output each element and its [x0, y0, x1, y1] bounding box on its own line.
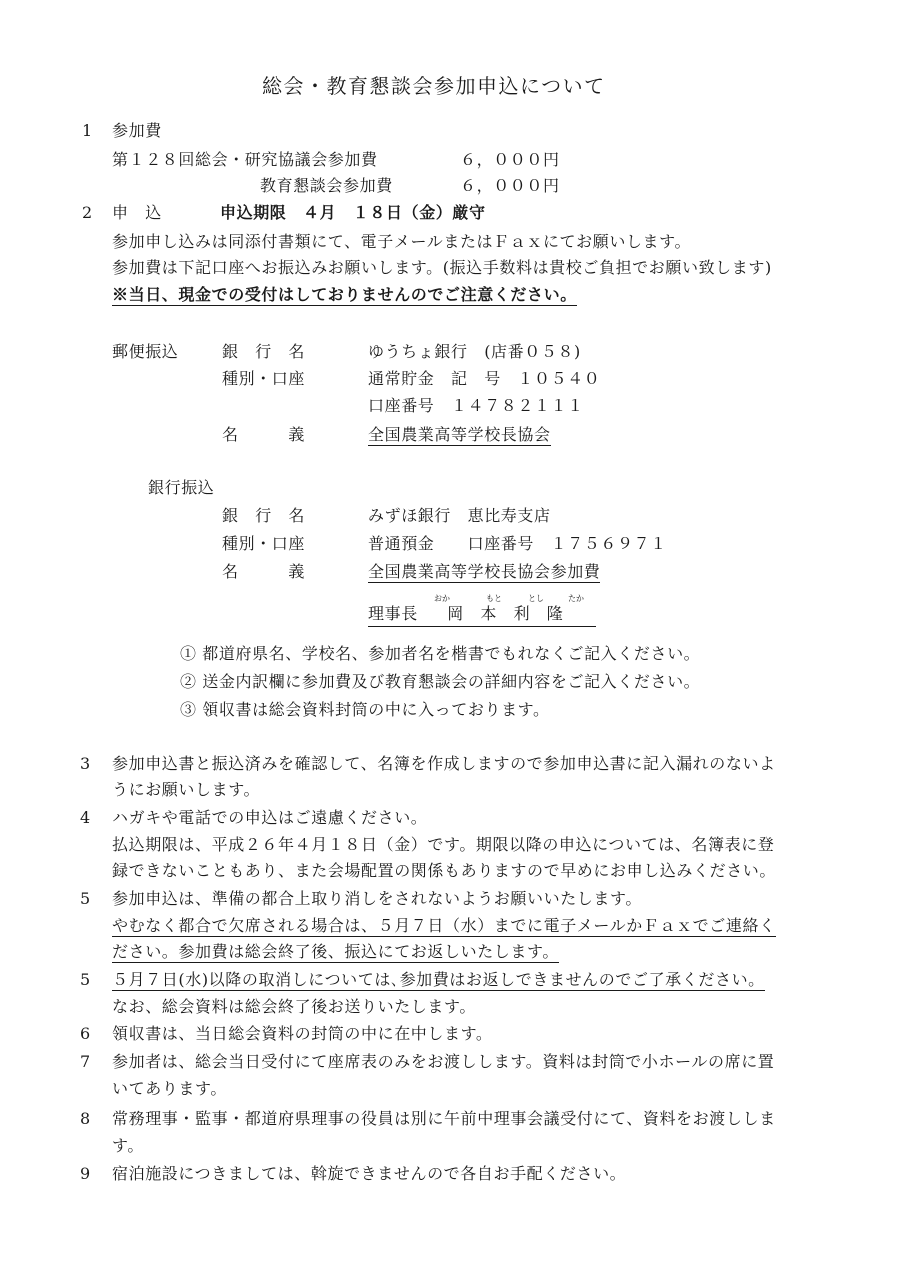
account-holder-label: 名 義	[222, 425, 306, 444]
instruction-line: 参加申し込みは同添付書類にて、電子メールまたはＦａｘにてお願いします。	[112, 232, 692, 251]
item-line: うにお願いします。	[112, 780, 261, 799]
page-title: 総会・教育懇談会参加申込について	[262, 74, 606, 98]
fee-label: 教育懇談会参加費	[260, 176, 393, 195]
account-number: 口座番号 １４７８２１１１	[368, 396, 584, 415]
section-number: 2	[82, 203, 93, 222]
bank-transfer-heading: 銀行振込	[148, 478, 215, 497]
item-number: 5	[80, 889, 91, 908]
director-title: 理事長	[368, 604, 418, 623]
item-line: 常務理事・監事・都道府県理事の役員は別に午前中理事会議受付にて、資料をお渡ししま	[112, 1109, 776, 1128]
director-name: 岡 本 利 隆	[447, 604, 564, 623]
item-line: す。	[112, 1136, 144, 1155]
ruby-toshi: とし	[528, 594, 544, 603]
item-number: 5	[80, 970, 91, 989]
fee-amount: ６，０００円	[460, 176, 560, 195]
ruby-moto: もと	[486, 594, 502, 603]
bank-name-label: 銀 行 名	[222, 506, 306, 525]
bank-name-value: ゆうちょ銀行 (店番０５８)	[368, 342, 581, 361]
item-number: 7	[80, 1052, 91, 1071]
item-number: 9	[80, 1164, 91, 1183]
account-type-label: 種別・口座	[222, 534, 306, 553]
section-number: 1	[82, 121, 93, 140]
item-line: いてあります。	[112, 1079, 227, 1098]
item-line-underlined: やむなく都合で欠席される場合は、５月７日（水）までに電子メールかＦａｘでご連絡く	[112, 916, 776, 935]
fee-label: 第１２８回総会・研究協議会参加費	[112, 150, 378, 169]
item-line: 参加者は、総会当日受付にて座席表のみをお渡しします。資料は封筒で小ホールの席に置	[112, 1052, 775, 1071]
fee-amount: ６，０００円	[460, 150, 560, 169]
account-holder-value: 全国農業高等学校長協会	[368, 425, 551, 444]
account-type-label: 種別・口座	[222, 369, 306, 388]
ruby-oka: おか	[434, 594, 450, 603]
item-line: 参加申込書と振込済みを確認して、名簿を作成しますので参加申込書に記入漏れのないよ	[112, 754, 776, 773]
item-number: 3	[80, 754, 91, 773]
item-line: なお、総会資料は総会終了後お送りいたします。	[112, 997, 476, 1016]
item-line: ハガキや電話での申込はご遠慮ください。	[112, 808, 428, 827]
note-item: ② 送金内訳欄に参加費及び教育懇談会の詳細内容をご記入ください。	[180, 672, 701, 691]
item-line-underlined: ださい。参加費は総会終了後、振込にてお返しいたします。	[112, 942, 559, 961]
section-heading: 参加費	[112, 121, 162, 140]
item-line: 宿泊施設につきましては、斡旋できませんので各自お手配ください。	[112, 1164, 627, 1183]
deadline: 申込期限 ４月 １８日（金）厳守	[220, 203, 486, 222]
bank-name-label: 銀 行 名	[222, 342, 306, 361]
item-line: 参加申込は、準備の都合上取り消しをされないようお願いいたします。	[112, 889, 642, 908]
postal-heading: 郵便振込	[112, 342, 179, 361]
instruction-line: 参加費は下記口座へお振込みお願いします。(振込手数料は貴校ご負担でお願い致します)	[112, 258, 772, 277]
note-item: ③ 領収書は総会資料封筒の中に入っております。	[180, 700, 550, 719]
note-item: ① 都道府県名、学校名、参加者名を楷書でもれなくご記入ください。	[180, 644, 701, 663]
item-number: 6	[80, 1024, 91, 1043]
account-holder-label: 名 義	[222, 562, 306, 581]
section-heading: 申 込	[112, 203, 162, 222]
bank-name-value: みずほ銀行 恵比寿支店	[368, 506, 551, 525]
item-number: 4	[80, 808, 91, 827]
account-type-value: 普通預金 口座番号 １７５６９７１	[368, 534, 667, 553]
item-line: 領収書は、当日総会資料の封筒の中に在中します。	[112, 1024, 493, 1043]
ruby-taka: たか	[568, 594, 584, 603]
item-line: 払込期限は、平成２６年４月１８日（金）です。期限以降の申込については、名簿表に登	[112, 835, 775, 854]
item-line-underlined: ５月７日(水)以降の取消しについては､参加費はお返しできませんのでご了承ください。	[112, 970, 765, 989]
item-number: 8	[80, 1109, 91, 1128]
account-type-value: 通常貯金 記 号 １０５４０	[368, 369, 601, 388]
item-line: 録できないこともあり、また会場配置の関係もありますので早めにお申し込みください。	[112, 861, 777, 880]
account-holder-value: 全国農業高等学校長協会参加費	[368, 562, 601, 581]
cash-warning: ※当日、現金での受付はしておりませんのでご注意ください。	[112, 285, 577, 304]
